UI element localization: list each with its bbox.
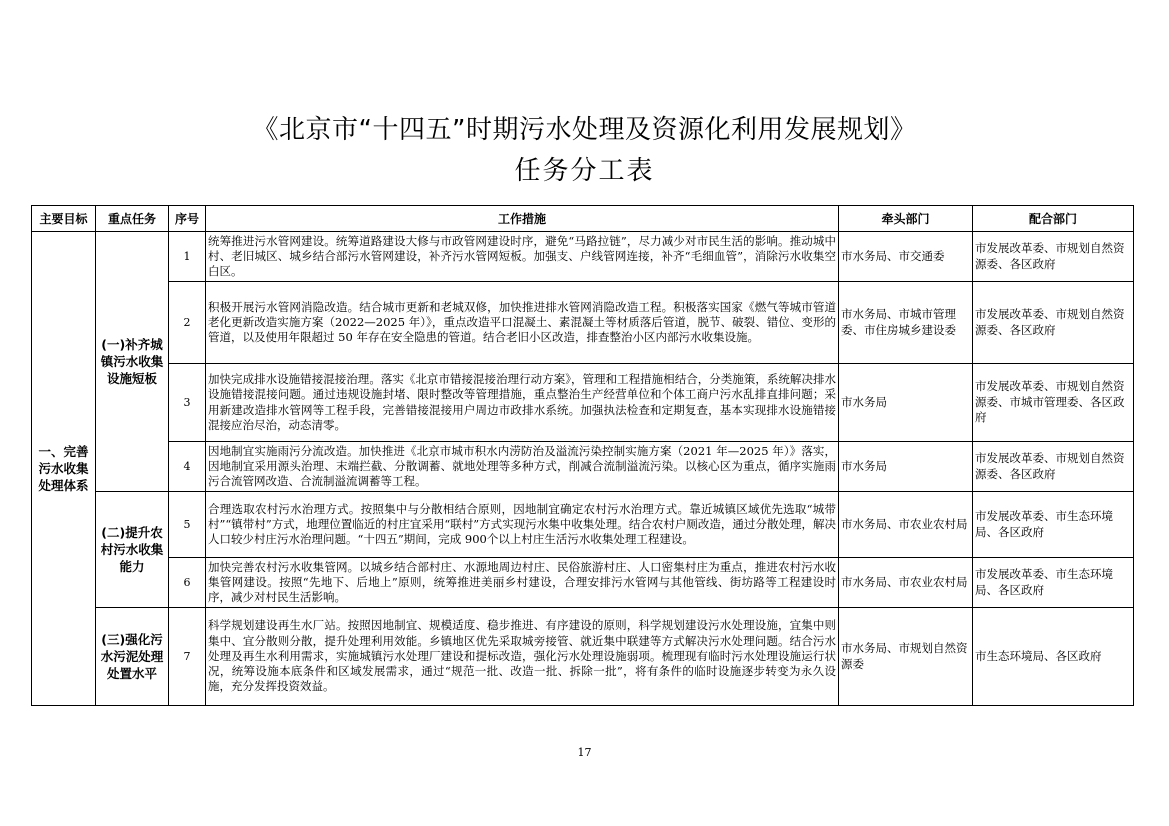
support-department: 市发展改革委、市生态环境局、各区政府: [973, 492, 1134, 558]
table-row: [32, 442, 1134, 492]
support-department: 市发展改革委、市规划自然资源委、各区政府: [973, 232, 1134, 282]
work-measure: 加快完善农村污水收集管网。以城乡结合部村庄、水源地周边村庄、民俗旅游村庄、人口密集村庄为重点，推进农村污水收集管网建设。按照“先地下、后地上”原则，统筹推进美丽乡村建设，合理安排污水管网与其他管线、街坊路等工程建设时序，减少对村民生活影响。: [206, 558, 839, 608]
table-row: [32, 608, 1134, 706]
support-department: 市发展改革委、市规划自然资源委、各区政府: [973, 282, 1134, 364]
work-measure: 加快完成排水设施错接混接治理。落实《北京市错接混接治理行动方案》，管理和工程措施相结合，分类施策，系统解决排水设施错接混接问题。通过违规设施封堵、限时整改等管理措施，重点整治生产经营单位和个体工商户污水乱排直排问题；采用新建改造排水管网等工程手段，完善错接混接用户周边市政排水系统。加强执法检查和定期复查，基本实现排水设施错接混接应治尽治，动态清零。: [206, 364, 839, 442]
lead-department: 市水务局、市城市管理委、市住房城乡建设委: [839, 282, 973, 364]
lead-department: 市水务局: [839, 442, 973, 492]
lead-department: 市水务局: [839, 364, 973, 442]
serial-number: 5: [169, 492, 206, 558]
support-department: 市发展改革委、市规划自然资源委、各区政府: [973, 442, 1134, 492]
serial-number: 4: [169, 442, 206, 492]
lead-department: 市水务局、市规划自然资源委: [839, 608, 973, 706]
lead-department: 市水务局、市农业农村局: [839, 558, 973, 608]
header-support-department: 配合部门: [973, 206, 1134, 232]
header-lead-department: 牵头部门: [839, 206, 973, 232]
table-row: [32, 558, 1134, 608]
lead-department: 市水务局、市交通委: [839, 232, 973, 282]
header-key-task: 重点任务: [96, 206, 169, 232]
key-task-cell-3: (三)强化污水污泥处理处置水平: [96, 608, 169, 706]
header-work-measures: 工作措施: [206, 206, 839, 232]
serial-number: 3: [169, 364, 206, 442]
header-main-goal: 主要目标: [32, 206, 96, 232]
document-title-line2: 任务分工表: [514, 156, 655, 186]
work-measure: 因地制宜实施雨污分流改造。加快推进《北京市城市积水内涝防治及溢流污染控制实施方案（2021 年—2025 年）》落实，因地制宜采用源头治理、末端拦截、分散调蓄、就地处理等多种方式，削减合流制溢流污染。以核心区为重点，循序实施雨污合流管网改造、合流制溢流调蓄等工程。: [206, 442, 839, 492]
serial-number: 1: [169, 232, 206, 282]
work-measure: 统筹推进污水管网建设。统筹道路建设大修与市政管网建设时序，避免“马路拉链”，尽力减少对市民生活的影响。推动城中村、老旧城区、城乡结合部污水管网建设，补齐污水管网短板。加强支、户线管网连接，补齐“毛细血管”，消除污水收集空白区。: [206, 232, 839, 282]
document-title-line1: 《北京市“十四五”时期污水处理及资源化利用发展规划》: [252, 115, 917, 145]
work-measure: 积极开展污水管网消隐改造。结合城市更新和老城双修，加快推进排水管网消隐改造工程。积极落实国家《燃气等城市管道老化更新改造实施方案（2022—2025 年）》，重点改造平口混凝土、素混凝土等材质落后管道，脱节、破裂、错位、变形的管道，以及使用年限超过 50 年存在安全隐患的管道。结合老旧小区改造，排查整治小区内部污水收集设施。: [206, 282, 839, 364]
work-measure: 科学规划建设再生水厂站。按照因地制宜、规模适度、稳步推进、有序建设的原则，科学规划建设污水处理设施，宜集中则集中、宜分散则分散，提升处理利用效能。乡镇地区优先采取城旁接管、就近集中联建等方式解决污水处理问题。结合污水处理及再生水利用需求，实施城镇污水处理厂建设和提标改造，强化污水处理设施弱项。梳理现有临时污水处理设施运行状况，统筹设施本底条件和区域发展需求，通过“规范一批、改造一批、拆除一批”，将有条件的临时设施逐步转变为永久设施，充分发挥投资效益。: [206, 608, 839, 706]
table-row: [32, 282, 1134, 364]
main-goal-cell: 一、完善污水收集处理体系: [32, 232, 96, 706]
page-number: 17: [577, 746, 592, 759]
table-row: [32, 232, 1134, 282]
support-department: 市发展改革委、市生态环境局、各区政府: [973, 558, 1134, 608]
serial-number: 6: [169, 558, 206, 608]
key-task-cell-2: (二)提升农村污水收集能力: [96, 492, 169, 608]
table-row: [32, 364, 1134, 442]
table-row: [32, 492, 1134, 558]
lead-department: 市水务局、市农业农村局: [839, 492, 973, 558]
serial-number: 2: [169, 282, 206, 364]
support-department: 市生态环境局、各区政府: [973, 608, 1134, 706]
header-serial-number: 序号: [169, 206, 206, 232]
serial-number: 7: [169, 608, 206, 706]
key-task-cell-1: (一)补齐城镇污水收集设施短板: [96, 232, 169, 492]
work-measure: 合理选取农村污水治理方式。按照集中与分散相结合原则，因地制宜确定农村污水治理方式。靠近城镇区域优先选取“城带村”“镇带村”方式，地理位置临近的村庄宜采用“联村”方式实现污水集中收集处理。结合农村户厕改造，通过分散处理，解决人口较少村庄污水治理问题。“十四五”期间，完成 900个以上村庄生活污水收集处理工程建设。: [206, 492, 839, 558]
support-department: 市发展改革委、市规划自然资源委、市城市管理委、各区政府: [973, 364, 1134, 442]
task-table: [31, 205, 1134, 706]
table-header-row: [32, 206, 1134, 232]
